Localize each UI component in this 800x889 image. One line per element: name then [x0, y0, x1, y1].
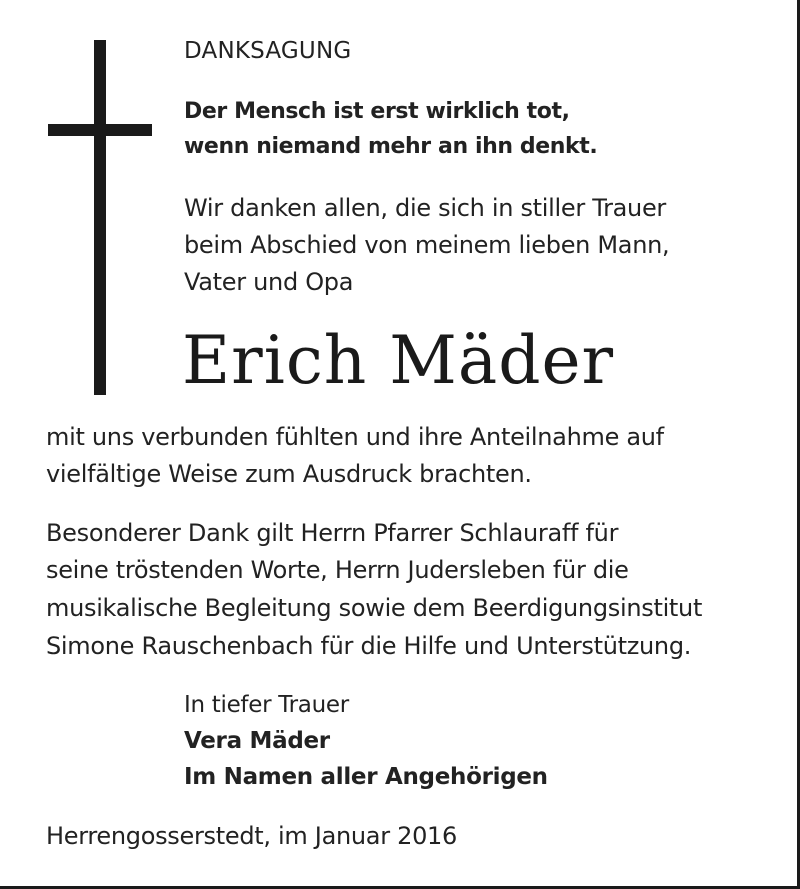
signature-intro: In tiefer Trauer	[184, 692, 349, 718]
cross-vertical-bar	[94, 40, 106, 395]
thanks-line-2: seine tröstenden Worte, Herrn Judersleben für die	[46, 556, 629, 584]
place-date: Herrengosserstedt, im Januar 2016	[46, 822, 457, 850]
intro-line-2: beim Abschied von meinem lieben Mann,	[184, 231, 670, 259]
thanks-line-3: musikalische Begleitung sowie dem Beerdigungsinstitut	[46, 594, 703, 622]
thanks-line-1: Besonderer Dank gilt Herrn Pfarrer Schlauraff für	[46, 519, 619, 547]
motto-line-2: wenn niemand mehr an ihn denkt.	[184, 134, 598, 159]
motto-line-1: Der Mensch ist erst wirklich tot,	[184, 99, 570, 124]
cross-horizontal-bar	[48, 124, 152, 136]
intro-line-1: Wir danken allen, die sich in stiller Trauer	[184, 194, 666, 222]
intro-line-3: Vater und Opa	[184, 268, 354, 296]
sympathy-line-2: vielfältige Weise zum Ausdruck brachten.	[46, 460, 532, 488]
signature-name: Vera Mäder	[184, 728, 330, 754]
notice-heading: DANKSAGUNG	[184, 38, 352, 64]
deceased-name: Erich Mäder	[182, 322, 615, 399]
thanks-line-4: Simone Rauschenbach für die Hilfe und Unterstützung.	[46, 632, 692, 660]
signature-on-behalf: Im Namen aller Angehörigen	[184, 764, 548, 790]
cross-icon	[48, 40, 152, 395]
sympathy-line-1: mit uns verbunden fühlten und ihre Anteilnahme auf	[46, 423, 664, 451]
